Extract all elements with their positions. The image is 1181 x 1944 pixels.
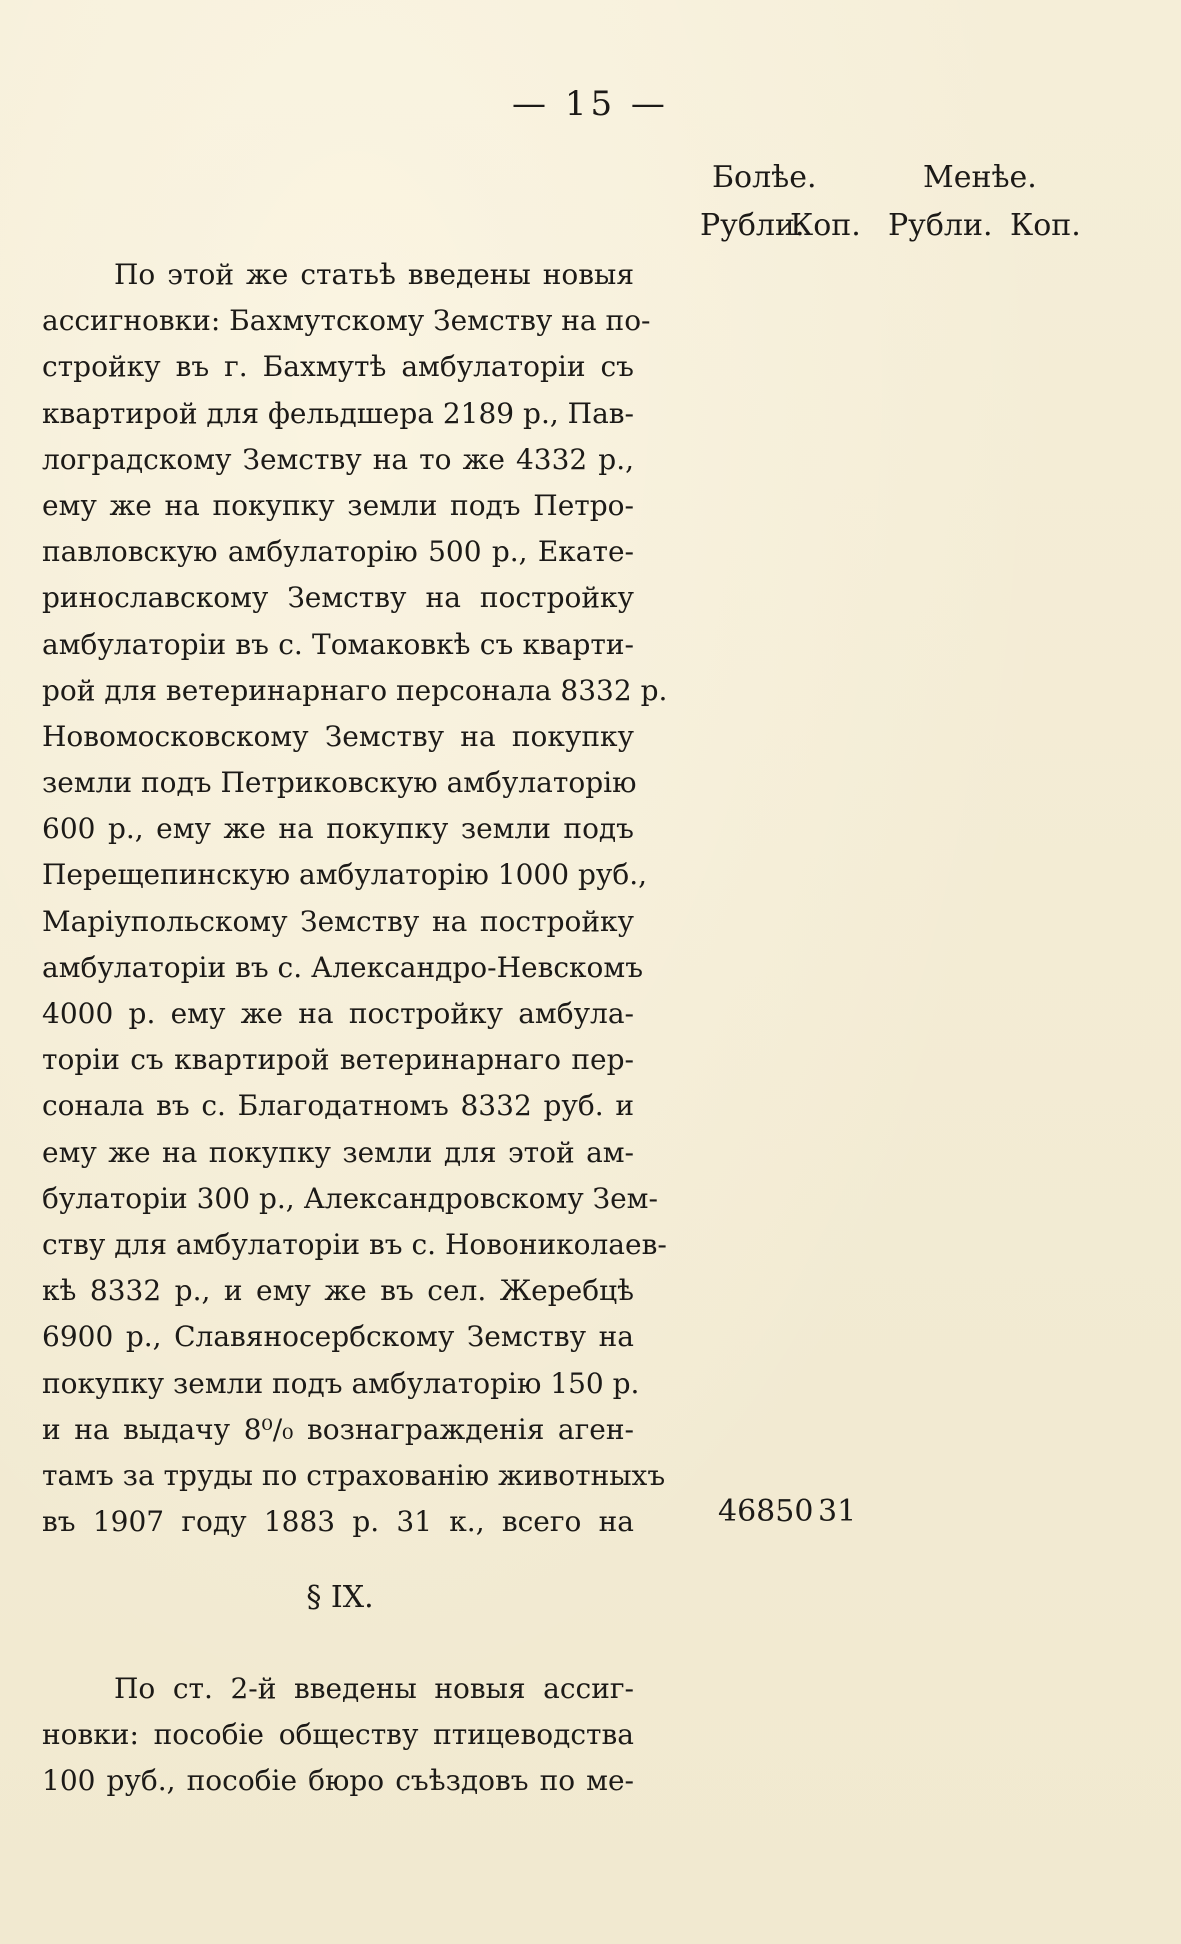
- page-number: — 15 —: [512, 84, 669, 124]
- paragraph-appropriations: [42, 252, 668, 1545]
- text-line: въ 1907 году 1883 р. 31 к., всего на: [42, 1505, 634, 1539]
- column-header-rubles-less: Рубли.: [888, 208, 993, 243]
- text-line: ству для амбулаторіи въ с. Новониколаев-: [42, 1227, 667, 1261]
- text-line: Перещепинскую амбулаторію 1000 руб.,: [42, 858, 648, 892]
- text-line: ассигновки: Бахмутскому Земству на по-: [42, 304, 651, 338]
- text-line: квартирой для фельдшера 2189 р., Пав-: [42, 396, 634, 430]
- text-line: Новомосковскому Земству на покупку: [42, 719, 634, 753]
- paragraph-article-2: [42, 1666, 634, 1805]
- text-line: тамъ за труды по страхованію животныхъ: [42, 1458, 666, 1492]
- text-line: 100 руб., пособіе бюро съѣздовъ по ме-: [42, 1764, 634, 1798]
- text-line: ему же на покупку земли подъ Петро-: [42, 488, 634, 522]
- text-line: покупку земли подъ амбулаторію 150 р.: [42, 1366, 640, 1400]
- text-line: Маріупольскому Земству на постройку: [42, 904, 634, 938]
- text-line: амбулаторіи въ с. Александро-Невскомъ: [42, 950, 644, 984]
- text-line: сонала въ с. Благодатномъ 8332 руб. и: [42, 1089, 634, 1123]
- column-header-less: Менѣе.: [923, 160, 1037, 195]
- text-line: амбулаторіи въ с. Томаковкѣ съ кварти-: [42, 627, 634, 661]
- total-rubles: 46850: [718, 1494, 814, 1529]
- section-heading: § IX.: [306, 1580, 374, 1615]
- text-line: торіи съ квартирой ветеринарнаго пер-: [42, 1043, 634, 1077]
- text-line: земли подъ Петриковскую амбулаторію: [42, 766, 637, 800]
- column-header-kopecks-less: Коп.: [1010, 208, 1081, 243]
- text-line: 600 р., ему же на покупку земли подъ: [42, 812, 634, 846]
- text-line: павловскую амбулаторію 500 р., Екате-: [42, 535, 634, 569]
- column-header-kopecks-more: Коп.: [790, 208, 861, 243]
- text-line: новки: пособіе обществу птицеводства: [42, 1718, 634, 1752]
- text-line: 6900 р., Славяносербскому Земству на: [42, 1320, 634, 1354]
- text-line: ринославскому Земству на постройку: [42, 581, 634, 615]
- text-line: По ст. 2-й введены новыя ассиг-: [114, 1672, 634, 1705]
- column-header-more: Болѣе.: [712, 160, 817, 195]
- text-line: и на выдачу 8⁰/₀ вознагражденія аген-: [42, 1412, 634, 1446]
- text-line: кѣ 8332 р., и ему же въ сел. Жеребцѣ: [42, 1274, 634, 1308]
- text-line: рой для ветеринарнаго персонала 8332 р.: [42, 673, 668, 707]
- text-line: стройку въ г. Бахмутѣ амбулаторіи съ: [42, 350, 634, 384]
- text-line: лоградскому Земству на то же 4332 р.,: [42, 442, 634, 476]
- text-line: По этой же статьѣ введены новыя: [114, 258, 634, 291]
- column-header-rubles-more: Рубли.: [700, 208, 805, 243]
- text-line: булаторіи 300 р., Александровскому Зем-: [42, 1181, 658, 1215]
- total-kopecks: 31: [818, 1494, 857, 1529]
- text-line: ему же на покупку земли для этой ам-: [42, 1135, 634, 1169]
- text-line: 4000 р. ему же на постройку амбула-: [42, 997, 634, 1030]
